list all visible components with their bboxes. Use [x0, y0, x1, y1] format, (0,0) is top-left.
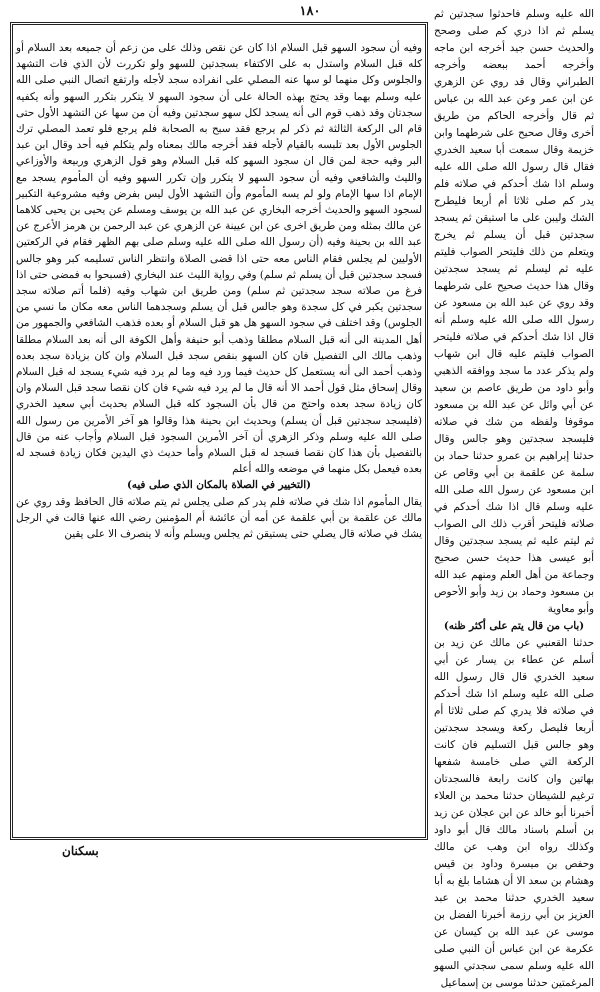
margin-commentary-bottom-text: حدثنا القعنبي عن مالك عن زيد بن أسلم عن عطاء بن يسار عن أبي سعيد الخدري قال قال رسول الله صلى الله عليه وسلم اذا شك أحدكم في صلاته فلا يدري كم صلى ثلاثا أم أربعا فليصل ركعة ويسجد سجدتين وهو جالس قبل التسليم فان كانت الركعة التي صلى خامسة شفعها بهاتين وان كانت رابعة فالسجدتان ترغيم للشيطان حدثنا محمد بن العلاء أخبرنا أبو خالد عن ابن عجلان عن زيد بن أسلم باسناد مالك قال أبو داود وكذلك رواه ابن وهب عن مالك وحفص بن ميسرة وداود بن قيس وهشام بن سعد الا أن هشاما بلغ به أبا سعيد الخدري حدثنا محمد بن عبد العزيز بن أبي رزمة أخبرنا الفضل بن موسى عن عبد الله بن كيسان عن عكرمة عن ابن عباس أن النبي صلى الله عليه وسلم سمى سجدتي السهو المرغمتين حدثنا موسى بن إسماعيل [434, 637, 594, 989]
section-heading: (التخيير في الصلاة بالمكان الذي صلى فيه) [126, 479, 312, 492]
main-commentary-column [16, 40, 422, 840]
margin-commentary-top-text: الله عليه وسلم فاحدثوا سجدتين ثم يسلم ثم اذا دري كم صلى وصحح والحديث حسن جيد أخرجه ابن ماجه وأخرجه أحمد ببعضه وأخرجه الطبراني وقال قد روي عن الزهري عن ابن عمر وعن عبد الله بن عباس ثم قال وأخرجه الحاكم من طريق أخرى وقال صحيح على شرطهما وابن خزيمة وقال سمعت أبا سعيد الخدري فقال قال رسول الله صلى الله عليه وسلم اذا شك أحدكم في صلاته فلم يدر كم صلى ثلاثا أم أربعا فليطرح الشك وليبن على ما استيقن ثم يسجد سجدتين قبل أن يسلم ثم يخرج ويتعلم من ذلك فليتحر الصواب فليتم عليه ثم ليسلم ثم يسجد سجدتين وقال هذا حديث صحيح على شرطهما وقد روي عن عبد الله بن مسعود عن رسول الله صلى الله عليه وسلم أنه قال اذا شك أحدكم في صلاته فليتحر الصواب فليتم عليه قال ابن شهاب ولم يذكر عدد ما سجد ووافقه الذهبي وأبو داود من طريق عاصم بن سعيد عن أبي وائل عن عبد الله بن مسعود موقوفا ولفظه من شك في صلاته فليسجد سجدتين وهو جالس وقال حدثنا إبراهيم بن عمرو حدثنا حماد بن سلمة عن علقمة بن أبي وقاص عن ابن مسعود عن رسول الله صلى الله عليه وسلم قال اذا شك أحدكم في صلاته فليتحر أقرب ذلك الى الصواب ثم ليتم عليه ثم يسجد سجدتين وقال أبو عيسى هذا حديث حسن صحيح وجماعة من أهل العلم ومنهم عبد الله بن مسعود وحماد بن زيد وأبو الأحوص وأبو معاوية [434, 8, 594, 615]
margin-chapter-heading: (باب من قال يتم على أكثر ظنه) [443, 620, 585, 632]
catchword: بسكنان [62, 844, 99, 858]
page-number: ١٨٠ [299, 4, 321, 19]
margin-commentary-column [434, 6, 594, 989]
main-paragraph-2: يقال المأموم اذا شك في صلاته فلم يدر كم صلى يجلس ثم يتم صلاته قال الحافظ وقد روي عن مالك عن علقمة بن أبي علقمة عن أمه أن عائشة أم المؤمنين رضي الله عنها قالت في الرجل يشك في صلاته قال يصلي حتى يستيقن ثم يجلس ويسلم وأنه لا ينصرف الا على يقين [16, 495, 422, 541]
main-paragraph-1: وفيه أن سجود السهو قبل السلام اذا كان عن نقص وذلك على من زعم أن جميعه بعد السلام أو كله قبل السلام واستدل به على الاكتفاء بسجدتين للسهو ولو تكررت لأن الذي فات التشهد والجلوس وكل منهما لو سها عنه المصلي على انفراده سجد لأجله وارتفع اتصال النبي صلى الله عليه وسلم بهما وقد يحتج بهذه الحالة على أن سجود السهو لا يتكرر بتكرر السهو وأنه يكفيه سجدتان وقد ذهب قوم الى أنه يسجد لكل سهو سجدتين وفيه أن من سها عن التشهد الأول حتى قام الى الركعة الثالثة ثم ذكر لم يرجع فقد سبح به الصحابة فلم يرجع فلو تعمد المصلي ترك الجلوس الأول بعد تلبسه بالقيام لأجله فقد أخرجه مالك بمعناه ولم يتكلم فيه أحد وقال ابن عبد البر وفيه حجة لمن قال ان سجود السهو كله قبل السلام وهو قول الزهري وربيعة والأوزاعي والليث والشافعي وفيه أن سجود السهو لا يتكرر وإن تكرر السهو وفيه أن المأموم يسجد مع الإمام اذا سها الإمام ولو لم يسه المأموم وأن التشهد الأول ليس بفرض وفيه مشروعية التكبير لسجود السهو والحديث أخرجه البخاري عن عبد الله بن يوسف ومسلم عن يحيى بن يحيى كلاهما عن مالك بمثله ومن طريق اخرى عن ابن عيينة عن الزهري عن عبد الرحمن بن هرمز الأعرج عن عبد الله بن بحينة وفيه (أن رسول الله صلى الله عليه وسلم صلى بهم الظهر فقام في الركعتين الأوليين لم يجلس فقام الناس معه حتى اذا قضى الصلاة وانتظر الناس تسليمه كبر وهو جالس فسجد سجدتين قبل أن يسلم ثم سلم) وفي رواية الليث عند البخاري (فسبحوا به فمضى حتى اذا فرغ من صلاته سجد سجدتين ثم سلم) ومن طريق ابن شهاب وفيه (فلما أتم صلاته سجد سجدتين يكبر في كل سجدة وهو جالس قبل أن يسلم وسجدهما الناس معه مكان ما نسي من الجلوس) وقد اختلف في سجود السهو هل هو قبل السلام أو بعده فذهب الشافعي والجمهور من أهل المدينة الى أنه قبل السلام مطلقا وذهب أبو حنيفة وأهل الكوفة الى أنه بعد السلام مطلقا وذهب مالك الى التفصيل فان كان السهو بنقص سجد قبل السلام وان كان بزيادة سجد بعده وذهب أحمد الى أنه يستعمل كل حديث فيما ورد فيه وما لم يرد فيه شيء يسجد له قبل السلام وقال إسحاق مثل قول أحمد الا أنه قال ما لم يرد فيه شيء فان كان نقصا سجد قبل السلام وان كان زيادة سجد بعده واحتج من قال بأن السجود كله قبل السلام بحديث أبي سعيد الخدري (فليسجد سجدتين قبل أن يسلم) وبحديث ابن بحينة هذا وقالوا هو آخر الأمرين من رسول الله صلى الله عليه وسلم وذكر الزهري أن آخر الأمرين السجود قبل السلام وأجاب عنه من قال بالتفصيل بأن هذا كان نقصا فسجد له قبل السلام وأما حديث ذي اليدين فكان زيادة فسجد له بعده فيعمل بكل منهما في موضعه والله أعلم [16, 42, 422, 476]
